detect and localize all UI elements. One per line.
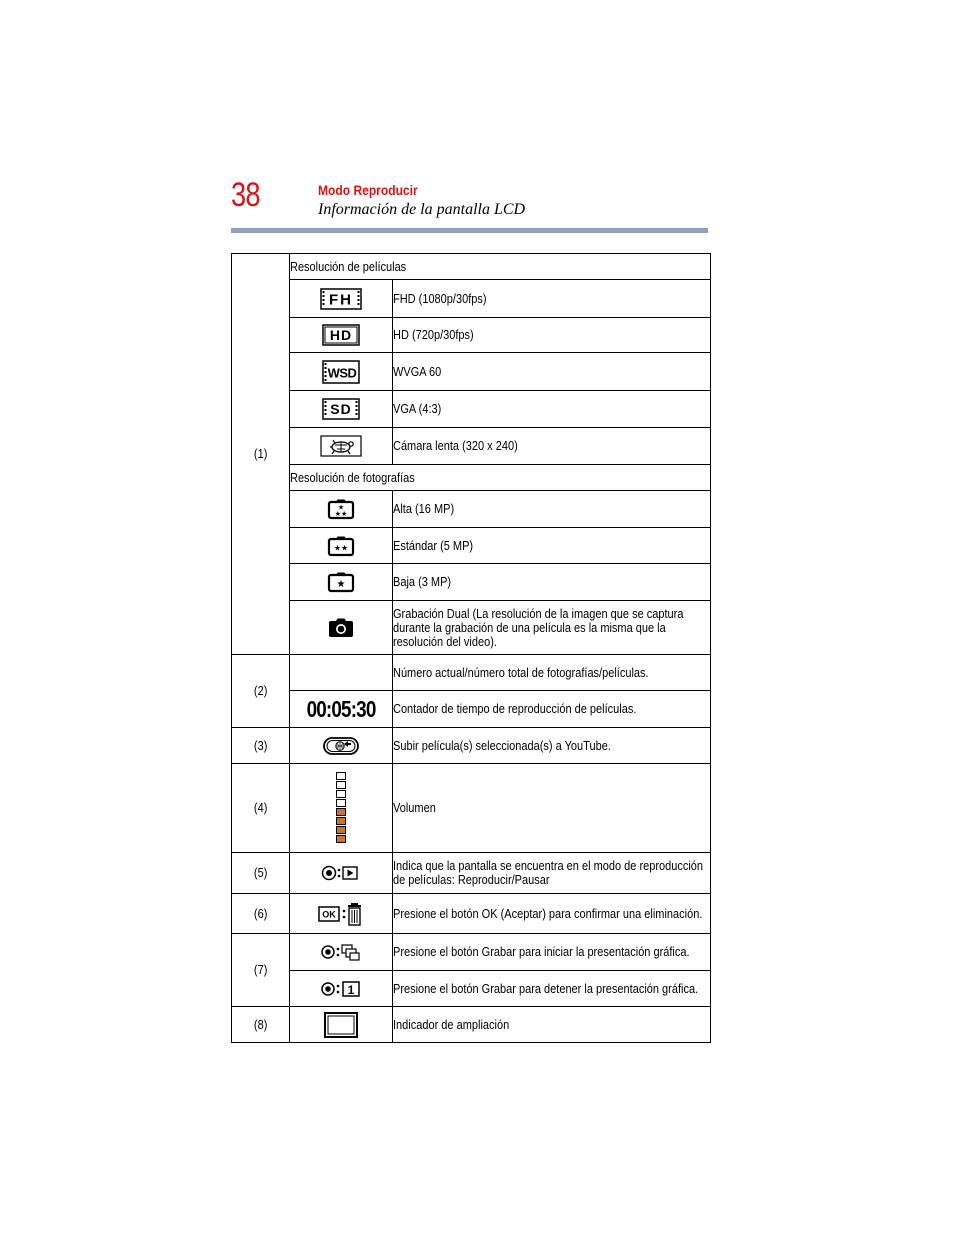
table-row (232, 764, 711, 853)
movie-resolution-heading: Resolución de películas (290, 254, 711, 280)
svg-text:★: ★ (337, 503, 345, 512)
header-rule (231, 228, 708, 233)
row-number: (3) (232, 728, 290, 764)
table-row (232, 853, 711, 894)
empty-icon-cell (290, 655, 393, 691)
list-item: Indicador de ampliación (393, 1007, 711, 1043)
volume-segment (337, 773, 346, 780)
row-number: (2) (232, 655, 290, 728)
camera-icon (290, 601, 393, 655)
list-item: Presione el botón Grabar para iniciar la presentación gráfica. (393, 934, 711, 971)
svg-text:WSD: WSD (327, 365, 357, 380)
lcd-info-table (231, 253, 711, 1043)
row-number: (4) (232, 764, 290, 853)
list-item: Indica que la pantalla se encuentra en el modo de reproducción de películas: Reproducir/Pausar (393, 853, 711, 894)
volume-segment (337, 800, 346, 807)
playback-timer: 00:05:30 (290, 691, 393, 728)
table-row (232, 728, 711, 764)
ok-delete-icon (290, 894, 393, 934)
section-title: Modo Reproducir (318, 182, 418, 198)
table-row (232, 318, 711, 353)
table-row (232, 391, 711, 428)
svg-text:★: ★ (336, 579, 346, 590)
row-number: (6) (232, 894, 290, 934)
svg-text:HD: HD (329, 327, 353, 343)
photo-resolution-heading: Resolución de fotografías (290, 465, 711, 491)
list-item: Presione el botón Grabar para detener la presentación gráfica. (393, 971, 711, 1007)
table-row (232, 428, 711, 465)
table-row (232, 1007, 711, 1043)
hd-icon (290, 318, 393, 353)
list-item: Alta (16 MP) (393, 491, 711, 528)
sd-icon (290, 391, 393, 428)
wsd-icon (290, 353, 393, 391)
table-row (232, 564, 711, 601)
camera-two-stars-icon (290, 528, 393, 564)
table-row (232, 971, 711, 1007)
list-item: Grabación Dual (La resolución de la imagen que se captura durante la grabación de una película es la misma que la resolución del video). (393, 601, 711, 655)
record-slideshow-icon (290, 934, 393, 971)
section-subtitle: Información de la pantalla LCD (318, 201, 526, 218)
svg-text:★★: ★★ (334, 510, 348, 518)
table-row (232, 491, 711, 528)
table-row (232, 280, 711, 318)
record-single-icon (290, 971, 393, 1007)
ok-icon-text: OK (322, 909, 336, 919)
camera-three-stars-icon (290, 491, 393, 528)
volume-bar-icon (290, 764, 393, 853)
volume-segment (337, 818, 346, 825)
svg-text:★★: ★★ (333, 543, 349, 552)
table-row (232, 254, 711, 280)
list-item: Volumen (393, 764, 711, 853)
volume-segment (337, 827, 346, 834)
list-item: FHD (1080p/30fps) (393, 280, 711, 318)
list-item: Contador de tiempo de reproducción de películas. (393, 691, 711, 728)
page-number: 38 (231, 176, 260, 214)
youtube-upload-icon (290, 728, 393, 764)
zoom-frame-icon (290, 1007, 393, 1043)
table-row (232, 894, 711, 934)
list-item: Estándar (5 MP) (393, 528, 711, 564)
single-icon-text: 1 (347, 982, 355, 997)
list-item: HD (720p/30fps) (393, 318, 711, 353)
row-number: (5) (232, 853, 290, 894)
list-item: Cámara lenta (320 x 240) (393, 428, 711, 465)
list-item: Número actual/número total de fotografías/películas. (393, 655, 711, 691)
volume-segment (337, 836, 346, 843)
row-number: (8) (232, 1007, 290, 1043)
row-number: (1) (232, 254, 290, 655)
svg-text:FH: FH (329, 291, 353, 308)
table-row (232, 353, 711, 391)
volume-segment (337, 791, 346, 798)
list-item: Subir película(s) seleccionada(s) a YouTube. (393, 728, 711, 764)
list-item: VGA (4:3) (393, 391, 711, 428)
fh-icon (290, 280, 393, 318)
volume-segment (337, 809, 346, 816)
table-row (232, 465, 711, 491)
table-row (232, 528, 711, 564)
list-item: Presione el botón OK (Aceptar) para confirmar una eliminación. (393, 894, 711, 934)
list-item: Baja (3 MP) (393, 564, 711, 601)
slow-motion-icon (290, 428, 393, 465)
table-row (232, 691, 711, 728)
volume-segment (337, 782, 346, 789)
table-row (232, 934, 711, 971)
table-row (232, 655, 711, 691)
svg-text:SD: SD (330, 401, 352, 417)
row-number: (7) (232, 934, 290, 1007)
camera-one-star-icon (290, 564, 393, 601)
list-item: WVGA 60 (393, 353, 711, 391)
record-play-icon (290, 853, 393, 894)
table-row (232, 601, 711, 655)
